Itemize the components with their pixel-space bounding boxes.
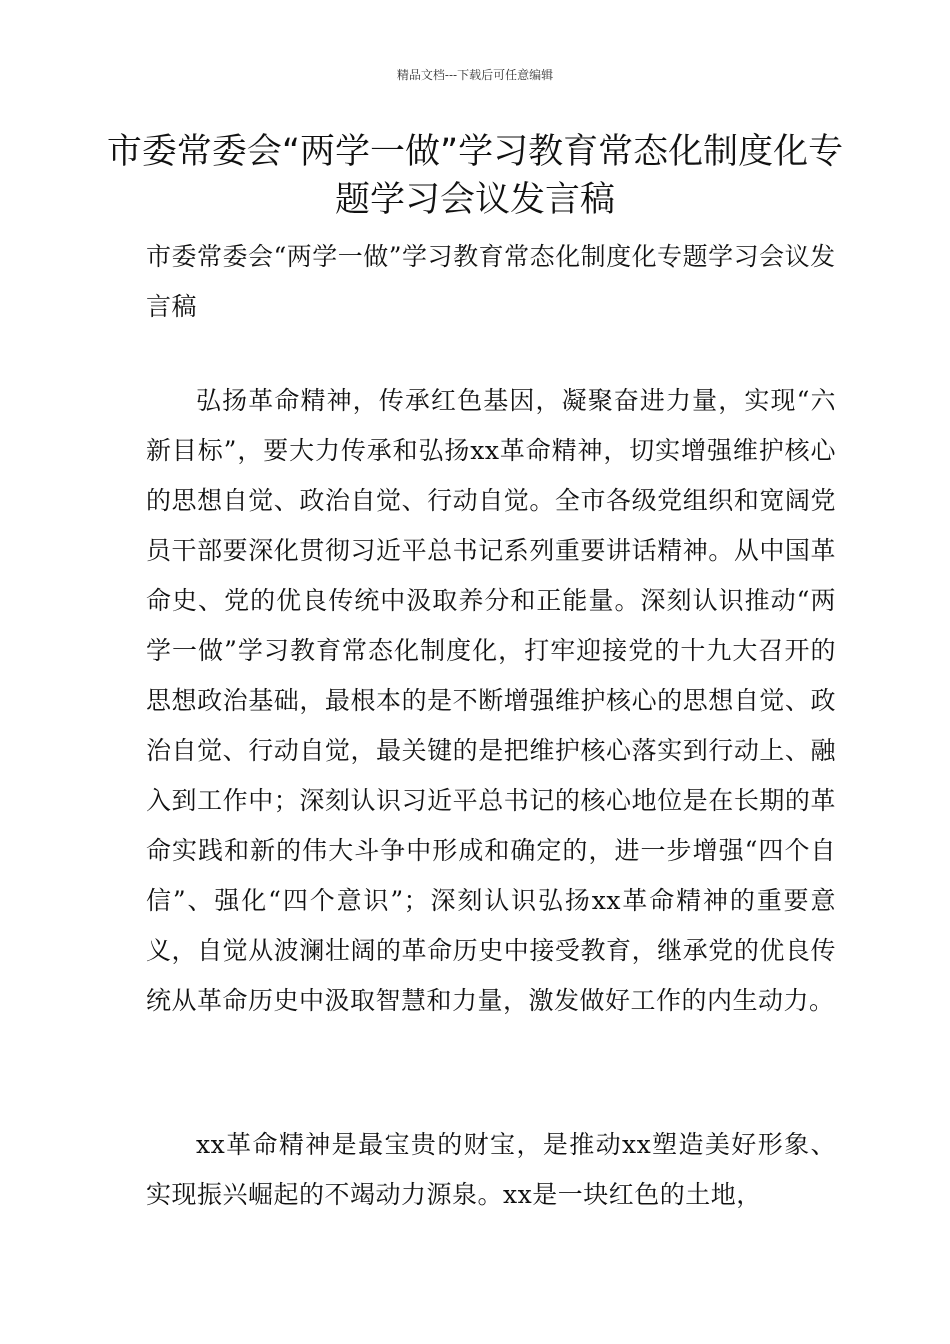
document-subtitle: 市委常委会“两学一做”学习教育常态化制度化专题学习会议发言稿 xyxy=(146,242,836,321)
header-note: 精品文档---下载后可任意编辑 xyxy=(396,68,554,82)
body-paragraph-2: xx革命精神是最宝贵的财宝，是推动xx塑造美好形象、实现振兴崛起的不竭动力源泉。xx是一块红色的土地， xyxy=(146,1130,836,1209)
document-title: 市委常委会“两学一做”学习教育常态化制度化专题学习会议发言稿 xyxy=(106,132,844,220)
body-paragraph-1: 弘扬革命精神，传承红色基因，凝聚奋进力量，实现“六新目标”，要大力传承和弘扬xx革命精神，切实增强维护核心的思想自觉、政治自觉、行动自觉。全市各级党组织和宽阔党员干部要深化贯彻习近平总书记系列重要讲话精神。从中国革命史、党的优良传统中汲取养分和正能量。深刻认识推动“两学一做”学习教育常态化制度化，打牢迎接党的十九大召开的思想政治基础，最根本的是不断增强维护核心的思想自觉、政治自觉、行动自觉，最关键的是把维护核心落实到行动上、融入到工作中；深刻认识习近平总书记的核心地位是在长期的革命实践和新的伟大斗争中形成和确定的，进一步增强“四个自信”、强化“四个意识”；深刻认识弘扬xx革命精神的重要意义，自觉从波澜壮阔的革命历史中接受教育，继承党的优良传统从革命历史中汲取智慧和力量，激发做好工作的内生动力。 xyxy=(146,386,836,1015)
